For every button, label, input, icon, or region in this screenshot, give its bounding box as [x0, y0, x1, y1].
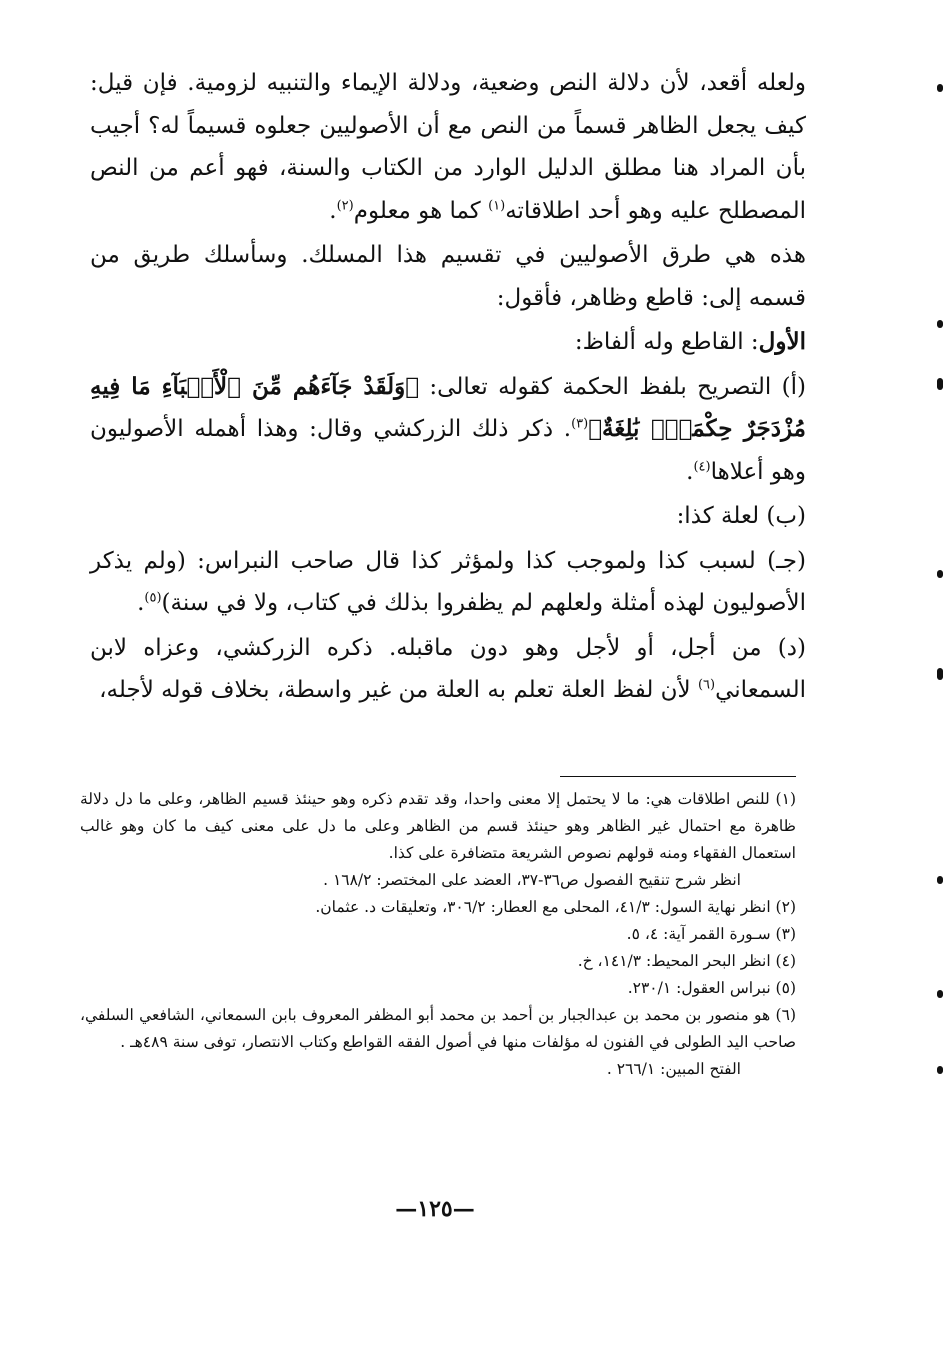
- paragraph-text: (د) من أجل، أو لأجل وهو دون ماقبله. ذكره الزركشي، وعزاه لابن السمعاني: [90, 634, 806, 703]
- paragraph-text: .: [137, 590, 145, 616]
- scan-mark: [937, 990, 943, 998]
- scan-mark: [937, 668, 943, 680]
- paragraph-text: .: [686, 458, 694, 485]
- paragraph-text: (ب) لعلة كذا:: [676, 503, 806, 529]
- paragraph-text: كما هو معلوم: [353, 197, 489, 224]
- scan-mark: [937, 84, 943, 92]
- paragraph-text: . ذكر ذلك الزركشي وقال: وهذا أهمله الأصوليون وهو أعلاها: [90, 416, 806, 485]
- paragraph-item-a: [90, 366, 806, 494]
- footnote-ref: (٤): [693, 458, 711, 474]
- paragraph-text: ولعله أقعد، لأن دلالة النص وضعية، ودلالة الإيماء والتنبيه لزومية. فإن قيل: كيف يجعل الظاهر قسماً من النص مع أن الأصوليين جعلوه قسيماً له؟ أجيب بأن المراد هنا مطلق الدليل الوارد من الكتاب والسنة، فهو أعم من النص المصطلح عليه وهو أحد اطلاقاته: [90, 70, 806, 224]
- footnote-ref: (٦): [697, 677, 716, 693]
- paragraph-item-b: [90, 495, 806, 538]
- paragraph-item-c: [90, 540, 806, 625]
- footnote-3: (٣) سـورة القمر آية: ٤، ٥.: [626, 925, 796, 943]
- scan-mark: [937, 378, 943, 390]
- footnotes: [80, 786, 796, 1083]
- footnote-1: (١) للنص اطلاقات هي: ما لا يحتمل إلا معنى واحدا، وقد تقدم ذكره وهو حينئذ قسيم الظاهر، وعلى ما دل دلالة ظاهرة مع احتمال غير الظاهر وهو حينئذ قسم من الظاهر وعلى ما دل على معنى كيف ما كان وهو غالب استعمال الفقهاء ومنه قولهم نصوص الشريعة متضافرة على كذا.: [80, 790, 796, 862]
- footnote-4: (٤) انظر البحر المحيط: ١٤١/٣، خ.: [577, 952, 796, 970]
- paragraph-text: (أ) التصريح بلفظ الحكمة كقوله تعالى:: [419, 373, 806, 400]
- paragraph-text: (جـ) لسبب كذا ولموجب كذا ولمؤثر كذا قال صاحب النبراس: (ولم يذكر الأصوليون لهذه أمثلة ولعلهم لم يظفروا بذلك في كتاب، ولا في سنة): [90, 547, 806, 616]
- paragraph-text: هذه هي طرق الأصوليين في تقسيم هذا المسلك. وسأسلك طريق من قسمه إلى: قاطع وظاهر، فأقول:: [90, 242, 806, 311]
- footnote-6-source: الفتح المبين: ٢٦٦/١ .: [606, 1060, 741, 1078]
- section-heading: الأول: [758, 328, 806, 355]
- footnote-ref: (٣): [571, 416, 589, 432]
- footnote-ref: (٥): [144, 590, 162, 606]
- page-number: —١٢٥—: [395, 1196, 475, 1222]
- footnote-ref: (٢): [336, 197, 354, 213]
- scan-mark: [937, 876, 943, 884]
- footnote-divider: [560, 776, 796, 777]
- scan-mark: [937, 1066, 943, 1074]
- footnote-6: (٦) هو منصور بن محمد بن عبدالجبار بن أحمد بن محمد أبو المظفر المعروف بابن السمعاني، الشافعي السلفي، صاحب اليد الطولى في الفنون له مؤلفات منها في أصول الفقه القواطع وكتاب الانتصار، توفى سنة ٤٨٩هـ .: [80, 1006, 796, 1051]
- footnote-2: (٢) انظر نهاية السول: ٤١/٣، المحلى مع العطار: ٣٠٦/٢، وتعليقات د. عثمان.: [315, 898, 796, 916]
- paragraph-text: : القاطع وله ألفاظ:: [574, 329, 759, 355]
- paragraph-text: .: [329, 197, 337, 224]
- paragraph-first: [90, 321, 806, 364]
- paragraph-method: [90, 234, 806, 319]
- quran-verse: ﴿وَلَقَدْ جَآءَهُم مِّنَ ٱلْأَنۢبَآءِ مَا فِيهِ مُزْدَجَرٌ حِكْمَةٌۢ بَٰلِغَةٌ﴾: [90, 372, 806, 442]
- scan-mark: [937, 570, 943, 578]
- footnote-ref: (١): [488, 197, 506, 213]
- paragraph-item-d: [90, 627, 806, 712]
- main-text: [90, 62, 806, 714]
- paragraph-intro: [90, 62, 806, 232]
- footnote-5: (٥) نبراس العقول: ٢٣٠/١.: [627, 979, 796, 997]
- paragraph-text: لأن لفظ العلة تعلم به العلة من غير واسطة، بخلاف قوله لأجله،: [99, 677, 698, 703]
- scan-mark: [937, 320, 943, 328]
- footnote-1-source: انظر شرح تنقيح الفصول ص٣٦-٣٧، العضد على المختصر: ١٦٨/٢ .: [323, 871, 741, 889]
